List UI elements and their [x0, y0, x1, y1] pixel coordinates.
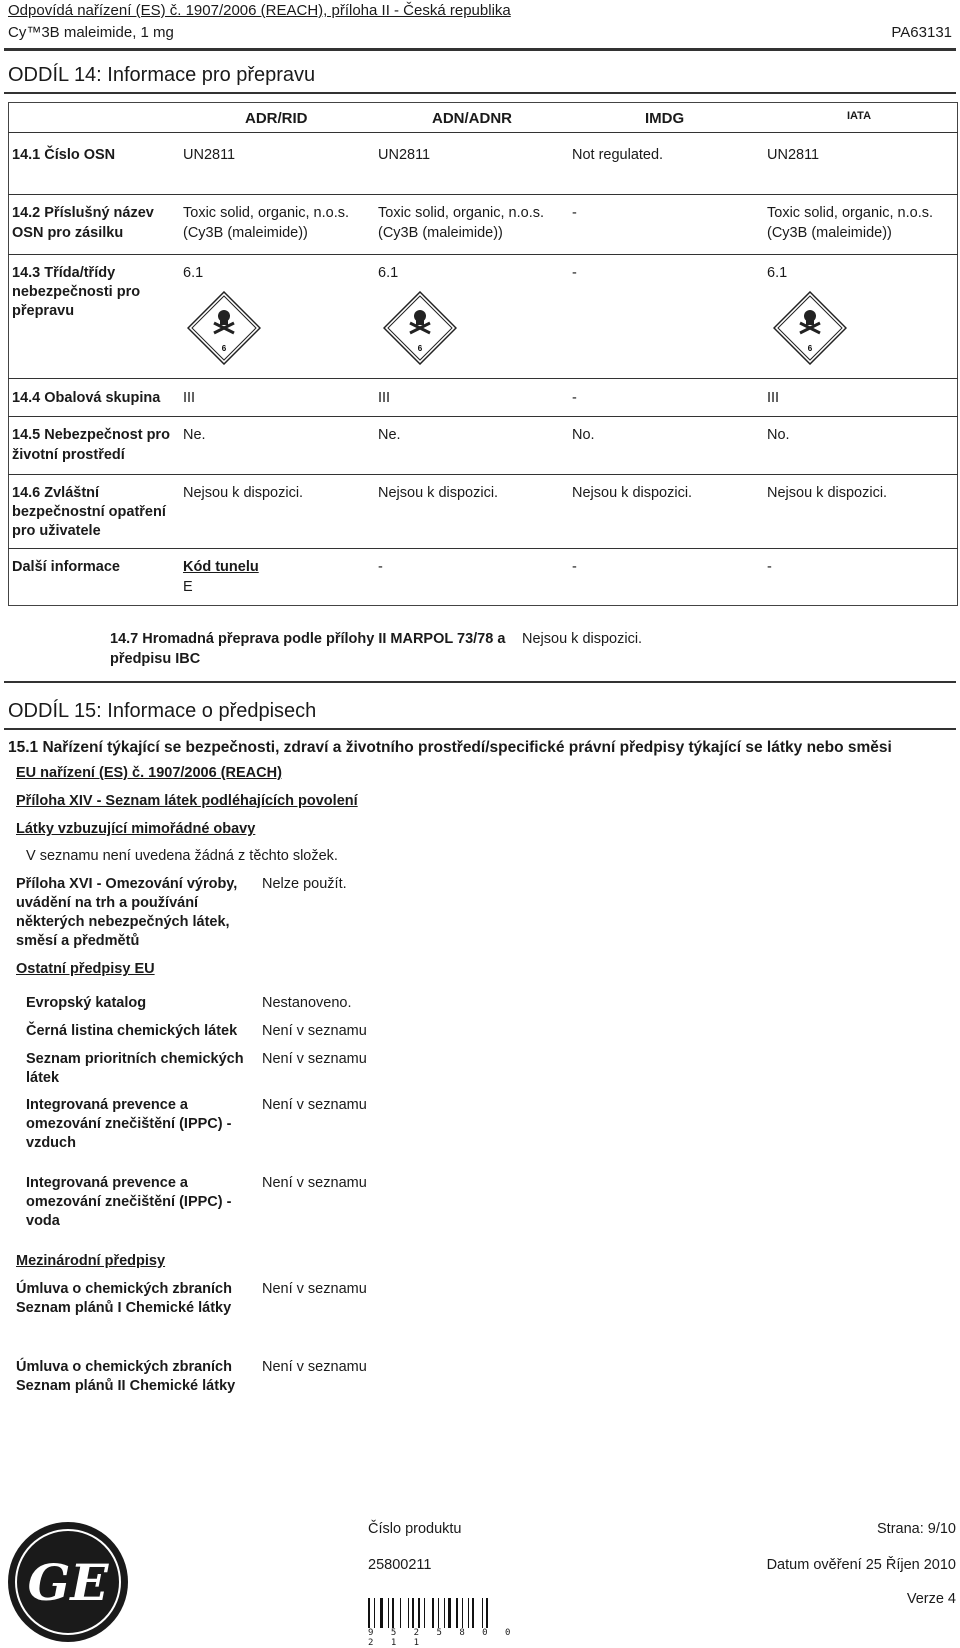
col-imdg: IMDG [645, 110, 685, 127]
priority-label-1: Seznam prioritních chemických [26, 1051, 244, 1067]
intl-heading: Mezinárodní předpisy [16, 1253, 166, 1269]
annex-xvii-value: Nelze použít. [262, 876, 347, 892]
row-divider [8, 194, 958, 195]
table-header-divider [8, 132, 958, 133]
priority-label-2: látek [26, 1070, 60, 1086]
pictogram-number: 6 [417, 344, 423, 353]
section-15-top-rule [4, 681, 956, 683]
barcode-bar [374, 1598, 375, 1628]
un-adr: UN2811 [183, 147, 236, 163]
product-number-label: Číslo produktu [368, 1521, 462, 1537]
other-adn: - [378, 559, 383, 575]
row-special-label-3: pro uživatele [12, 523, 101, 539]
pictogram-number: 6 [807, 344, 813, 353]
cwc1-label-2: Seznam plánů I Chemické látky [16, 1300, 232, 1316]
annex-xvii-label-4: směsí a předmětů [16, 933, 140, 949]
ippc-water-value: Není v seznamu [262, 1175, 367, 1191]
col-adr-rid: ADR/RID [245, 110, 308, 127]
name-adr-1: Toxic solid, organic, n.o.s. [183, 205, 350, 221]
toxic-skull-pictogram-icon [187, 291, 261, 365]
blacklist-label: Černá listina chemických látek [26, 1023, 238, 1039]
col-adn-adnr: ADN/ADNR [432, 110, 512, 127]
barcode-bar [368, 1598, 370, 1628]
svhc-heading: Látky vzbuzující mimořádné obavy [16, 821, 256, 837]
row-name-label-2: OSN pro zásilku [12, 225, 124, 241]
row-divider [8, 254, 958, 255]
svg-text:GE: GE [27, 1553, 109, 1612]
annex-xvii-label-1: Příloha XVI - Omezování výroby, [16, 876, 238, 892]
marpol-value: Nejsou k dispozici. [522, 631, 643, 647]
row-special-label-1: 14.6 Zvláštní [12, 485, 100, 501]
barcode-bar [380, 1598, 383, 1628]
product-number: 25800211 [368, 1557, 432, 1573]
ippc-air-label-2: omezování znečištění (IPPC) - [26, 1116, 232, 1132]
special-adr: Nejsou k dispozici. [183, 485, 304, 501]
section-15-1-heading: 15.1 Nařízení týkající se bezpečnosti, zdraví a životního prostředí/specifické právní předpisy týkající se látky nebo směsi [8, 739, 892, 756]
blacklist-value: Není v seznamu [262, 1023, 367, 1039]
barcode-digits: 9 5 2 5 8 0 0 2 1 1 [368, 1628, 517, 1648]
barcode-bar [392, 1598, 394, 1628]
tunnel-code-value: E [183, 579, 193, 595]
packing-adn: III [378, 390, 391, 406]
packing-iata: III [767, 390, 780, 406]
packing-imdg: - [572, 390, 577, 406]
cwc2-label-2: Seznam plánů II Chemické látky [16, 1378, 236, 1394]
annex-xvii-label-2: uvádění na trh a používání [16, 895, 199, 911]
other-imdg: - [572, 559, 577, 575]
env-iata: No. [767, 427, 790, 443]
row-divider [8, 378, 958, 379]
header-rule [4, 48, 956, 51]
annex-xvii-label-3: některých nebezpečných látek, [16, 914, 230, 930]
barcode-bar [388, 1598, 389, 1628]
row-packing-label: 14.4 Obalová skupina [12, 390, 161, 406]
name-adn-1: Toxic solid, organic, n.o.s. [378, 205, 545, 221]
cwc2-label-1: Úmluva o chemických zbraních [16, 1359, 232, 1375]
version: Verze 4 [906, 1591, 956, 1607]
pictogram-number: 6 [221, 344, 227, 353]
env-imdg: No. [572, 427, 595, 443]
class-imdg: - [572, 265, 577, 281]
col-iata: IATA [847, 110, 872, 122]
barcode-bar [432, 1598, 434, 1628]
toxic-skull-pictogram-icon [383, 291, 457, 365]
cwc1-label-1: Úmluva o chemických zbraních [16, 1281, 232, 1297]
env-adn: Ne. [378, 427, 401, 443]
barcode-bar [448, 1598, 451, 1628]
barcode-bar [418, 1598, 420, 1628]
class-adn: 6.1 [378, 265, 399, 281]
name-adn-2: (Cy3B (maleimide)) [378, 225, 503, 241]
row-name-label-1: 14.2 Příslušný název [12, 205, 154, 221]
ge-logo [6, 1520, 130, 1644]
row-env-label-1: 14.5 Nebezpečnost pro [12, 427, 170, 443]
product-code: PA63131 [891, 24, 952, 41]
ippc-water-label-1: Integrovaná prevence a [26, 1175, 188, 1191]
row-divider [8, 416, 958, 417]
barcode-bar [462, 1598, 463, 1628]
marpol-label-1: 14.7 Hromadná přeprava podle přílohy II MARPOL 73/78 a [110, 631, 506, 647]
eu-catalog-label: Evropský katalog [26, 995, 147, 1011]
ippc-air-label-3: vzduch [26, 1135, 76, 1151]
ippc-water-label-3: voda [26, 1213, 60, 1229]
name-iata-2: (Cy3B (maleimide)) [767, 225, 892, 241]
row-divider [8, 474, 958, 475]
page-number: Strana: 9/10 [877, 1521, 956, 1537]
ippc-air-label-1: Integrovaná prevence a [26, 1097, 188, 1113]
packing-adr: III [183, 390, 196, 406]
un-iata: UN2811 [767, 147, 820, 163]
other-iata: - [767, 559, 772, 575]
svhc-note: V seznamu není uvedena žádná z těchto složek. [26, 848, 338, 864]
row-class-label-2: nebezpečnosti pro [12, 284, 141, 300]
toxic-skull-pictogram-icon [773, 291, 847, 365]
row-class-label-1: 14.3 Třída/třídy [12, 265, 116, 281]
class-iata: 6.1 [767, 265, 788, 281]
barcode-bar [486, 1598, 488, 1628]
row-class-label-3: přepravu [12, 303, 75, 319]
barcode-bar [424, 1598, 425, 1628]
un-adn: UN2811 [378, 147, 431, 163]
row-divider [8, 548, 958, 549]
eu-reach-regulation: EU nařízení (ES) č. 1907/2006 (REACH) [16, 765, 282, 781]
section-14-title: ODDÍL 14: Informace pro přepravu [8, 64, 316, 86]
special-iata: Nejsou k dispozici. [767, 485, 888, 501]
tunnel-code-label: Kód tunelu [183, 559, 259, 575]
barcode-bar [412, 1598, 414, 1628]
name-adr-2: (Cy3B (maleimide)) [183, 225, 308, 241]
name-iata-1: Toxic solid, organic, n.o.s. [767, 205, 934, 221]
row-env-label-2: životní prostředí [12, 447, 125, 463]
barcode-bar [444, 1598, 445, 1628]
annex-xiv-heading: Příloha XIV - Seznam látek podléhajících povolení [16, 793, 358, 809]
barcode-bar [438, 1598, 439, 1628]
barcode-bar [468, 1598, 469, 1628]
marpol-label-2: předpisu IBC [110, 651, 201, 667]
name-imdg: - [572, 205, 577, 221]
un-imdg: Not regulated. [572, 147, 664, 163]
cwc1-value: Není v seznamu [262, 1281, 367, 1297]
cwc2-value: Není v seznamu [262, 1359, 367, 1375]
row-special-label-2: bezpečnostní opatření [12, 504, 166, 520]
section-15-title: ODDÍL 15: Informace o předpisech [8, 700, 317, 722]
product-name: Cy™3B maleimide, 1 mg [8, 24, 174, 41]
revision-date: Datum ověření 25 Říjen 2010 [766, 1557, 956, 1573]
eu-catalog-value: Nestanoveno. [262, 995, 352, 1011]
class-adr: 6.1 [183, 265, 204, 281]
section-14-rule [4, 92, 956, 94]
barcode-bar [472, 1598, 474, 1628]
other-eu-heading: Ostatní předpisy EU [16, 961, 155, 977]
priority-value: Není v seznamu [262, 1051, 367, 1067]
env-adr: Ne. [183, 427, 206, 443]
barcode [368, 1598, 528, 1628]
barcode-bar [456, 1598, 458, 1628]
section-15-rule [4, 728, 956, 730]
barcode-bar [408, 1598, 409, 1628]
special-adn: Nejsou k dispozici. [378, 485, 499, 501]
ippc-air-value: Není v seznamu [262, 1097, 367, 1113]
barcode-bar [482, 1598, 483, 1628]
row-other-label: Další informace [12, 559, 120, 575]
row-un-label: 14.1 Číslo OSN [12, 147, 116, 163]
barcode-bar [400, 1598, 401, 1628]
special-imdg: Nejsou k dispozici. [572, 485, 693, 501]
regulation-header: Odpovídá nařízení (ES) č. 1907/2006 (REACH), příloha II - Česká republika [8, 2, 511, 19]
ippc-water-label-2: omezování znečištění (IPPC) - [26, 1194, 232, 1210]
